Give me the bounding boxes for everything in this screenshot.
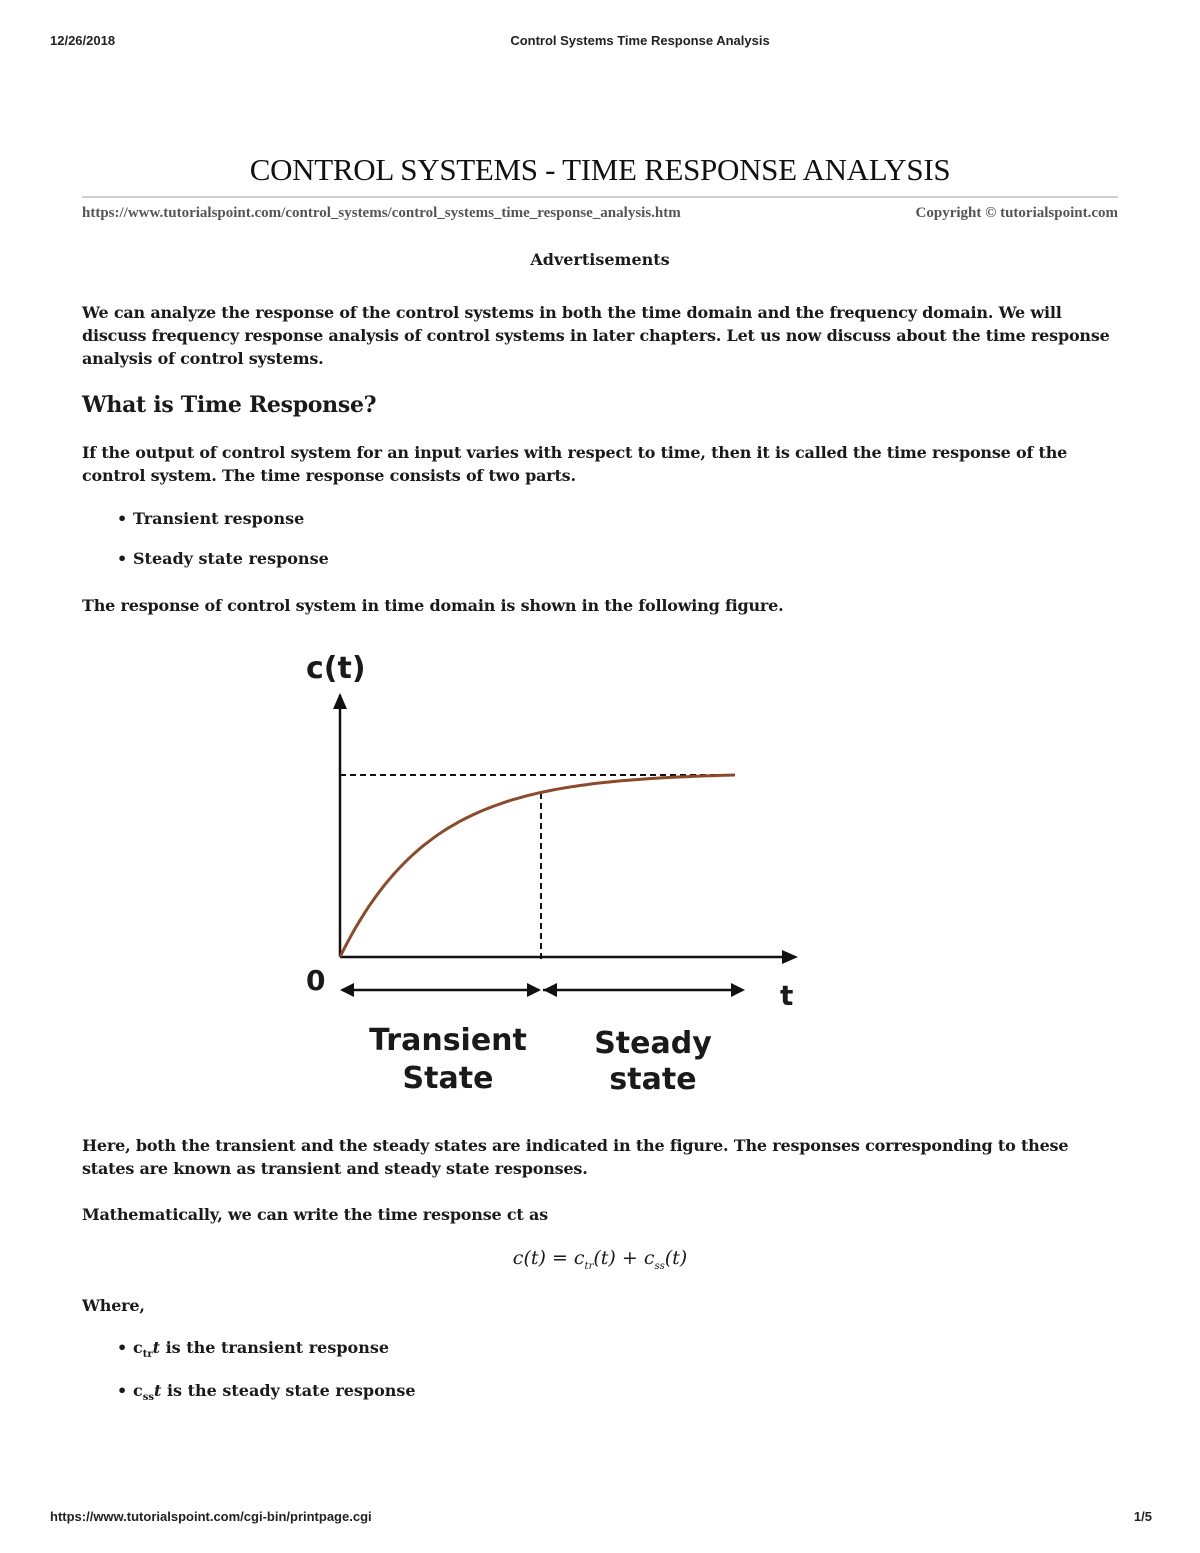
definition-subscript: tr [142,1349,153,1361]
y-axis-label: c(t) [306,651,366,686]
x-axis-arrowhead [782,950,798,964]
title-divider [82,196,1118,198]
transient-label-line1: Transient [369,1023,527,1058]
steady-label-line2: state [609,1062,697,1097]
steady-arrow-left-head [543,983,557,997]
page-number: 1/5 [1133,1509,1152,1524]
section-heading: What is Time Response? [82,392,377,418]
source-url[interactable]: https://www.tutorialspoint.com/control_systems/control_systems_time_response_analysis.htm [82,205,681,221]
steady-label-line1: Steady [594,1026,712,1061]
list-item: • Steady state response [117,549,329,568]
equation-lhs: c(t) = c [512,1247,585,1269]
x-axis-label: t [780,979,794,1012]
after-figure-paragraph: Here, both the transient and the steady states are indicated in the figure. The responses corresponding to these states are known as transient and steady state responses. [82,1136,1069,1178]
time-response-equation [0,1247,1200,1272]
where-label: Where, [82,1296,145,1315]
list-item-label: Steady state response [133,549,329,568]
definition-symbol: c [133,1381,143,1400]
time-response-term: time response [886,443,1011,462]
definition-text: is the transient response [160,1338,390,1357]
time-response-text-after: of the control system. The time response consists of two parts. [82,443,1068,485]
time-response-figure [290,645,830,1105]
response-curve [340,775,735,957]
definition-text: is the steady state response [161,1381,416,1400]
copyright-notice: Copyright © tutorialspoint.com [915,205,1118,221]
print-date: 12/26/2018 [50,33,116,48]
equation-end: (t) [664,1247,688,1269]
equation-mid: (t) + c [593,1247,655,1269]
equation-ss-subscript: ss [654,1260,665,1272]
equation-tr-subscript: tr [584,1260,594,1272]
definition-subscript: ss [142,1392,155,1404]
definition-variable: t [152,1338,161,1357]
steady-arrow-right-head [731,983,745,997]
y-axis-arrowhead [333,693,347,709]
time-response-text-before: If the output of control system for an input varies with respect to time, then it is called the [82,443,887,462]
list-item-label: Transient response [133,509,305,528]
transient-label-line2: State [402,1061,494,1096]
ads-label: Advertisements [530,250,670,269]
figure-intro: The response of control system in time domain is shown in the following figure. [82,596,784,615]
transient-arrow-right-head [527,983,541,997]
intro-paragraph: We can analyze the response of the control systems in both the time domain and the frequency domain. We will discuss frequency response analysis of control systems in later chapters. Let us now discuss about the time response analysis of control systems. [82,303,1110,368]
page-title: CONTROL SYSTEMS - TIME RESPONSE ANALYSIS [249,152,951,187]
list-item: • Transient response [117,509,305,528]
time-response-paragraph [82,441,1122,487]
math-intro: Mathematically, we can write the time response ct as [82,1205,548,1224]
definition-variable: t [154,1381,162,1400]
definition-symbol: c [133,1338,143,1357]
origin-label: 0 [306,964,326,997]
transient-arrow-left-head [340,983,354,997]
print-header-title: Control Systems Time Response Analysis [510,33,770,48]
print-footer-url: https://www.tutorialspoint.com/cgi-bin/printpage.cgi [50,1509,372,1524]
list-item: • $c_{ss}t$ is the steady state response [117,1381,416,1404]
list-item: • $c_{tr}t$ is the transient response [117,1338,390,1361]
